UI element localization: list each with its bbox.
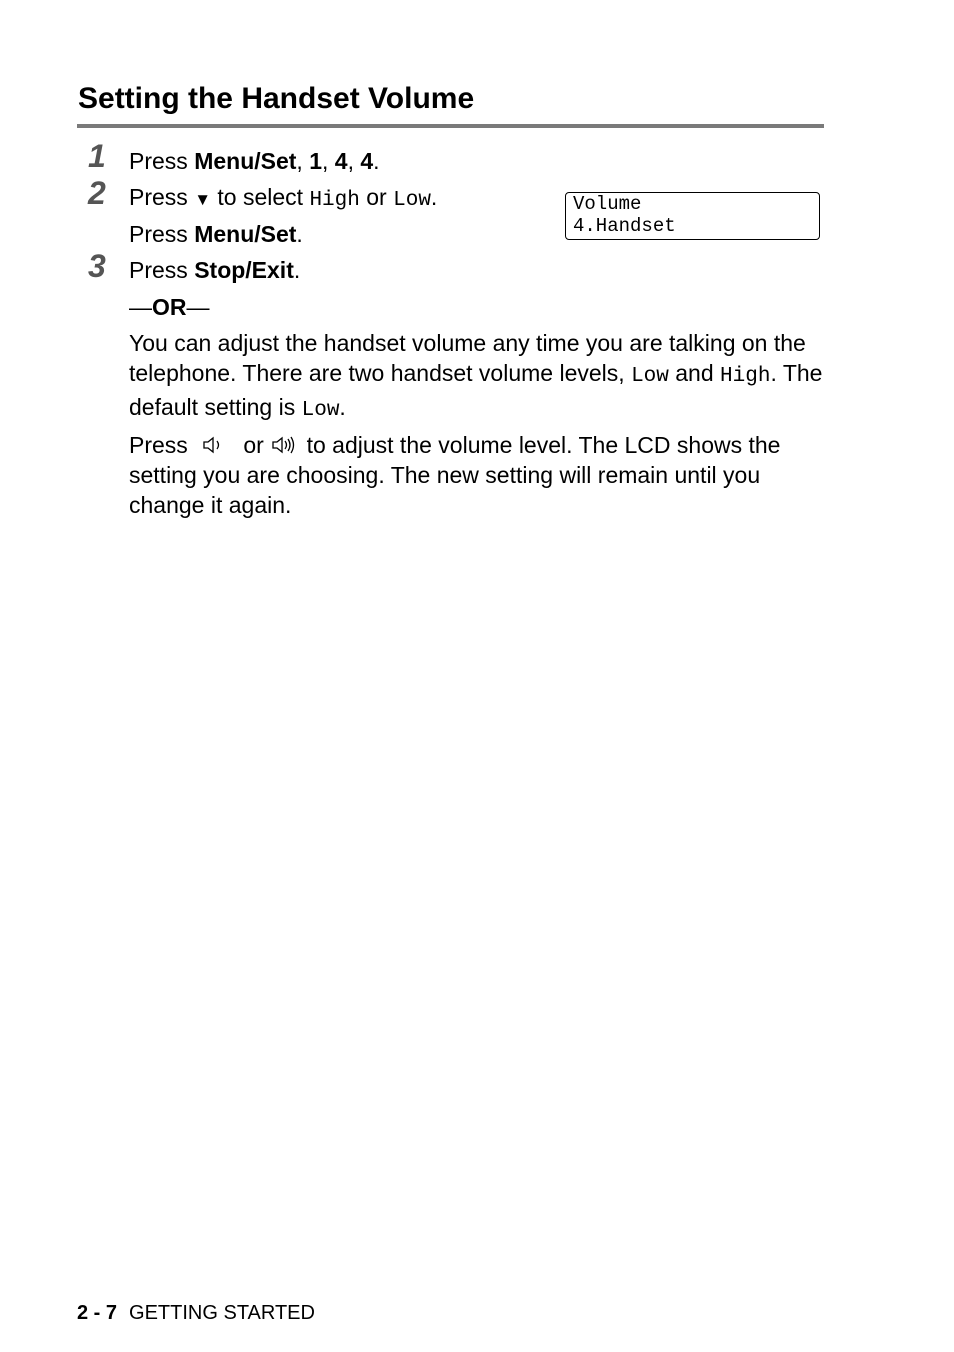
page-title: Setting the Handset Volume bbox=[78, 82, 475, 115]
step-3-text bbox=[129, 255, 300, 285]
para2-text: to adjust the volume level. The LCD shows the setting you are choosing. The new setting will remain until you change it again. bbox=[129, 432, 781, 518]
step-3-key-stop-exit: Stop/Exit bbox=[194, 257, 294, 283]
or-divider bbox=[129, 292, 210, 322]
step-number-1: 1 bbox=[88, 138, 106, 174]
step-1-end: . bbox=[373, 148, 380, 174]
step-2-or: or bbox=[366, 184, 387, 210]
step-2-text-2 bbox=[129, 219, 303, 249]
para1-default: Low bbox=[301, 399, 340, 422]
or-text: OR bbox=[152, 294, 187, 320]
para1-and: and bbox=[675, 360, 714, 386]
or-dash-left: — bbox=[129, 294, 152, 320]
step-1-key-menu-set: Menu/Set bbox=[194, 148, 297, 174]
page-footer bbox=[77, 1300, 315, 1326]
step-1-text bbox=[129, 146, 380, 176]
page-number: 2 - 7 bbox=[77, 1302, 118, 1324]
step-2-to-select: to select bbox=[217, 184, 304, 210]
section-name: GETTING STARTED bbox=[129, 1302, 315, 1324]
step-2-end-2: . bbox=[296, 221, 303, 247]
step-1-sep: , bbox=[296, 148, 303, 174]
or-dash-right: — bbox=[186, 294, 210, 320]
step-2-end: . bbox=[430, 184, 438, 210]
step-number-2: 2 bbox=[88, 175, 106, 211]
lcd-line-2: 4.Handset bbox=[573, 215, 676, 237]
step-1-press: Press bbox=[129, 148, 188, 174]
option-low: Low bbox=[393, 189, 431, 212]
step-2-key-menu-set: Menu/Set bbox=[194, 221, 297, 247]
para1-end: . bbox=[339, 394, 346, 420]
lcd-display bbox=[565, 192, 820, 240]
step-1-key-4b: 4 bbox=[360, 148, 374, 174]
option-high: High bbox=[309, 189, 360, 212]
step-1-sep: , bbox=[347, 148, 354, 174]
paragraph-handset-levels bbox=[129, 328, 829, 426]
para2-or: or bbox=[243, 432, 264, 458]
lcd-line-1: Volume bbox=[573, 193, 642, 215]
step-2-press-2: Press bbox=[129, 221, 188, 247]
para1-high: High bbox=[720, 365, 771, 388]
step-2-text bbox=[129, 182, 437, 216]
step-3-press: Press bbox=[129, 257, 188, 283]
down-arrow-icon: ▼ bbox=[194, 190, 212, 209]
paragraph-volume-buttons bbox=[129, 430, 829, 520]
step-1-key-4a: 4 bbox=[334, 148, 348, 174]
step-3-end: . bbox=[293, 257, 301, 283]
volume-up-icon bbox=[270, 433, 300, 455]
volume-down-icon bbox=[201, 433, 231, 455]
para1-text: You can adjust the handset volume any time you are talking on the telephone. There are two handset volume levels, bbox=[129, 330, 806, 386]
para1-text-2: . The default setting is bbox=[129, 360, 823, 420]
title-rule bbox=[77, 124, 824, 128]
step-1-key-1: 1 bbox=[309, 148, 322, 174]
para2-press: Press bbox=[129, 432, 188, 458]
para1-low: Low bbox=[631, 365, 669, 388]
step-number-3: 3 bbox=[88, 248, 106, 284]
step-1-sep: , bbox=[322, 148, 329, 174]
step-2-press: Press bbox=[129, 184, 188, 210]
